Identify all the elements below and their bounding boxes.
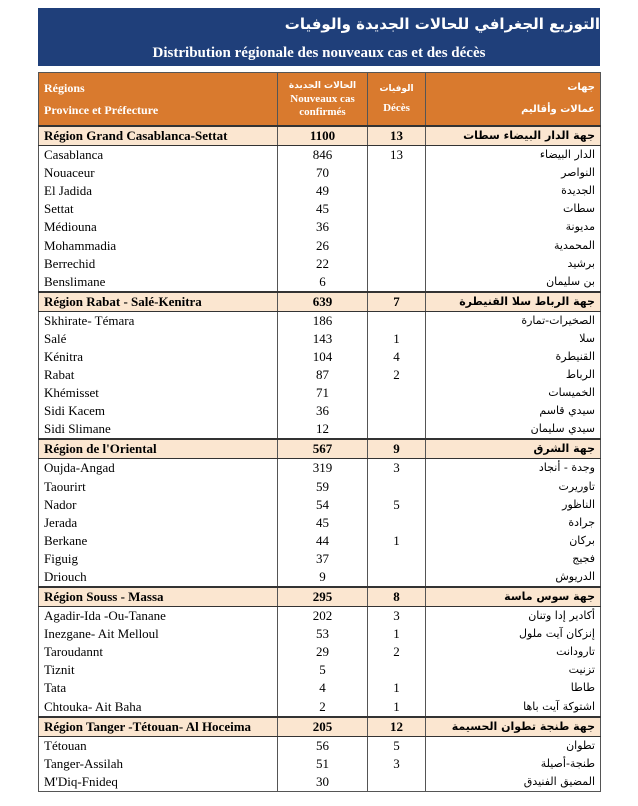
province-cases: 319 <box>278 459 368 478</box>
region-name-arabic: جهة سوس ماسة <box>426 587 601 607</box>
province-name: Chtouka- Ait Baha <box>39 698 278 717</box>
province-row <box>39 420 601 439</box>
province-cases: 2 <box>278 698 368 717</box>
province-deaths <box>368 182 426 200</box>
province-row <box>39 402 601 420</box>
province-name: M'Diq-Fnideq <box>39 773 278 792</box>
province-name: Tiznit <box>39 661 278 679</box>
region-name-arabic: جهة طنجة تطوان الحسيمة <box>426 717 601 737</box>
header-new-cases: الحالات الجديدة Nouveaux cas confirmés <box>278 73 368 127</box>
header-deaths: الوفيات Décès <box>368 73 426 127</box>
region-cases: 567 <box>278 439 368 459</box>
province-name-arabic: الدريوش <box>426 568 601 587</box>
province-name-arabic: برشيد <box>426 255 601 273</box>
province-deaths: 1 <box>368 330 426 348</box>
region-row <box>39 439 601 459</box>
province-deaths <box>368 311 426 330</box>
province-deaths <box>368 661 426 679</box>
province-name: Rabat <box>39 366 278 384</box>
province-cases: 26 <box>278 236 368 254</box>
province-deaths: 1 <box>368 532 426 550</box>
province-name: Driouch <box>39 568 278 587</box>
province-deaths <box>368 164 426 182</box>
region-name-arabic: جهة الرباط سلا القنيطرة <box>426 292 601 312</box>
region-name: Région de l'Oriental <box>39 439 278 459</box>
province-name: Inezgane- Ait Melloul <box>39 625 278 643</box>
province-name: Berrechid <box>39 255 278 273</box>
province-row <box>39 679 601 697</box>
table-header-row <box>39 73 601 127</box>
province-name: Taroudannt <box>39 643 278 661</box>
region-cases: 1100 <box>278 126 368 146</box>
province-cases: 51 <box>278 755 368 773</box>
province-deaths: 13 <box>368 146 426 165</box>
province-cases: 29 <box>278 643 368 661</box>
province-cases: 202 <box>278 607 368 626</box>
province-cases: 59 <box>278 478 368 496</box>
province-name-arabic: وجدة - أنجاد <box>426 459 601 478</box>
province-row <box>39 146 601 165</box>
province-row <box>39 773 601 792</box>
province-deaths: 2 <box>368 643 426 661</box>
region-name-arabic: جهة الدار البيضاء سطات <box>426 126 601 146</box>
province-name-arabic: القنيطرة <box>426 348 601 366</box>
province-deaths: 3 <box>368 607 426 626</box>
province-name: Sidi Slimane <box>39 420 278 439</box>
region-cases: 295 <box>278 587 368 607</box>
province-deaths <box>368 402 426 420</box>
province-row <box>39 736 601 755</box>
province-name: Tétouan <box>39 736 278 755</box>
province-row <box>39 384 601 402</box>
province-name-arabic: سيدي قاسم <box>426 402 601 420</box>
province-row <box>39 218 601 236</box>
province-deaths <box>368 384 426 402</box>
province-cases: 22 <box>278 255 368 273</box>
province-row <box>39 330 601 348</box>
province-name-arabic: تزنيت <box>426 661 601 679</box>
province-cases: 143 <box>278 330 368 348</box>
region-name: Région Grand Casablanca-Settat <box>39 126 278 146</box>
region-cases: 205 <box>278 717 368 737</box>
province-row <box>39 273 601 292</box>
province-deaths: 5 <box>368 496 426 514</box>
province-name-arabic: المضيق الفنيدق <box>426 773 601 792</box>
header-region-ar: جهات عمالات وأقاليم <box>426 73 601 127</box>
province-name-arabic: أكادير إدا وتنان <box>426 607 601 626</box>
province-deaths <box>368 218 426 236</box>
region-deaths: 8 <box>368 587 426 607</box>
province-row <box>39 607 601 626</box>
province-cases: 30 <box>278 773 368 792</box>
province-name: Tanger-Assilah <box>39 755 278 773</box>
province-name-arabic: الناظور <box>426 496 601 514</box>
province-row <box>39 514 601 532</box>
region-name: Région Rabat - Salé-Kenitra <box>39 292 278 312</box>
province-name: Nador <box>39 496 278 514</box>
province-deaths <box>368 514 426 532</box>
province-name-arabic: سلا <box>426 330 601 348</box>
province-row <box>39 698 601 717</box>
province-cases: 54 <box>278 496 368 514</box>
province-deaths <box>368 255 426 273</box>
province-deaths: 3 <box>368 755 426 773</box>
province-name-arabic: سيدي سليمان <box>426 420 601 439</box>
province-name: Berkane <box>39 532 278 550</box>
province-row <box>39 532 601 550</box>
province-name: Taourirt <box>39 478 278 496</box>
province-deaths: 1 <box>368 698 426 717</box>
province-name: Nouaceur <box>39 164 278 182</box>
province-deaths <box>368 478 426 496</box>
province-row <box>39 568 601 587</box>
province-row <box>39 625 601 643</box>
province-name: Figuig <box>39 550 278 568</box>
province-row <box>39 236 601 254</box>
province-deaths: 4 <box>368 348 426 366</box>
province-deaths <box>368 273 426 292</box>
region-name: Région Tanger -Tétouan- Al Hoceima <box>39 717 278 737</box>
province-name-arabic: الصخيرات-تمارة <box>426 311 601 330</box>
province-deaths: 2 <box>368 366 426 384</box>
province-name-arabic: بركان <box>426 532 601 550</box>
region-deaths: 7 <box>368 292 426 312</box>
province-name-arabic: تاوريرت <box>426 478 601 496</box>
province-deaths <box>368 420 426 439</box>
region-row <box>39 126 601 146</box>
province-name: Sidi Kacem <box>39 402 278 420</box>
province-name-arabic: بن سليمان <box>426 273 601 292</box>
province-name-arabic: مديونة <box>426 218 601 236</box>
province-cases: 37 <box>278 550 368 568</box>
province-cases: 9 <box>278 568 368 587</box>
regional-distribution-table <box>38 72 601 792</box>
region-deaths: 12 <box>368 717 426 737</box>
province-deaths: 1 <box>368 679 426 697</box>
province-name-arabic: الرباط <box>426 366 601 384</box>
province-name: Casablanca <box>39 146 278 165</box>
province-name-arabic: النواصر <box>426 164 601 182</box>
province-cases: 104 <box>278 348 368 366</box>
province-name: Settat <box>39 200 278 218</box>
region-row <box>39 717 601 737</box>
province-deaths: 1 <box>368 625 426 643</box>
province-deaths <box>368 550 426 568</box>
province-name-arabic: المحمدية <box>426 236 601 254</box>
province-cases: 4 <box>278 679 368 697</box>
province-cases: 87 <box>278 366 368 384</box>
region-cases: 639 <box>278 292 368 312</box>
province-cases: 56 <box>278 736 368 755</box>
province-name-arabic: الخميسات <box>426 384 601 402</box>
province-deaths: 5 <box>368 736 426 755</box>
province-cases: 36 <box>278 218 368 236</box>
province-name: Skhirate- Témara <box>39 311 278 330</box>
province-cases: 49 <box>278 182 368 200</box>
province-cases: 44 <box>278 532 368 550</box>
province-cases: 12 <box>278 420 368 439</box>
province-cases: 45 <box>278 200 368 218</box>
province-name-arabic: سطات <box>426 200 601 218</box>
province-name-arabic: طاطا <box>426 679 601 697</box>
region-row <box>39 587 601 607</box>
province-cases: 186 <box>278 311 368 330</box>
province-cases: 45 <box>278 514 368 532</box>
province-cases: 53 <box>278 625 368 643</box>
province-row <box>39 348 601 366</box>
province-name-arabic: اشتوكة آيت باها <box>426 698 601 717</box>
province-cases: 846 <box>278 146 368 165</box>
province-cases: 36 <box>278 402 368 420</box>
region-name: Région Souss - Massa <box>39 587 278 607</box>
region-name-arabic: جهة الشرق <box>426 439 601 459</box>
region-row <box>39 292 601 312</box>
province-name: Tata <box>39 679 278 697</box>
province-name-arabic: تارودانت <box>426 643 601 661</box>
province-row <box>39 200 601 218</box>
province-row <box>39 311 601 330</box>
province-cases: 5 <box>278 661 368 679</box>
title-banner <box>38 8 600 66</box>
header-region-fr: Régions Province et Préfecture <box>39 73 278 127</box>
province-name-arabic: إنزكان آيت ملول <box>426 625 601 643</box>
province-row <box>39 164 601 182</box>
province-deaths: 3 <box>368 459 426 478</box>
region-deaths: 13 <box>368 126 426 146</box>
province-deaths <box>368 200 426 218</box>
province-name: Salé <box>39 330 278 348</box>
province-name: Médiouna <box>39 218 278 236</box>
province-name-arabic: تطوان <box>426 736 601 755</box>
province-row <box>39 255 601 273</box>
province-name: El Jadida <box>39 182 278 200</box>
province-name-arabic: جرادة <box>426 514 601 532</box>
province-row <box>39 366 601 384</box>
province-cases: 71 <box>278 384 368 402</box>
province-cases: 6 <box>278 273 368 292</box>
province-name: Oujda-Angad <box>39 459 278 478</box>
province-cases: 70 <box>278 164 368 182</box>
province-row <box>39 550 601 568</box>
province-row <box>39 661 601 679</box>
province-deaths <box>368 773 426 792</box>
title-arabic: التوزيع الجغرافي للحالات الجديدة والوفيات <box>284 15 600 33</box>
province-name-arabic: الدار البيضاء <box>426 146 601 165</box>
province-name: Jerada <box>39 514 278 532</box>
province-row <box>39 478 601 496</box>
region-deaths: 9 <box>368 439 426 459</box>
province-name: Khémisset <box>39 384 278 402</box>
province-name: Kénitra <box>39 348 278 366</box>
title-french: Distribution régionale des nouveaux cas et des décès <box>152 45 486 61</box>
province-name-arabic: الجديدة <box>426 182 601 200</box>
province-row <box>39 755 601 773</box>
province-row <box>39 496 601 514</box>
province-name-arabic: طنجة-أصيلة <box>426 755 601 773</box>
province-name: Agadir-Ida -Ou-Tanane <box>39 607 278 626</box>
province-row <box>39 643 601 661</box>
province-deaths <box>368 236 426 254</box>
province-deaths <box>368 568 426 587</box>
province-row <box>39 182 601 200</box>
province-name: Benslimane <box>39 273 278 292</box>
province-row <box>39 459 601 478</box>
province-name-arabic: فجيج <box>426 550 601 568</box>
province-name: Mohammadia <box>39 236 278 254</box>
